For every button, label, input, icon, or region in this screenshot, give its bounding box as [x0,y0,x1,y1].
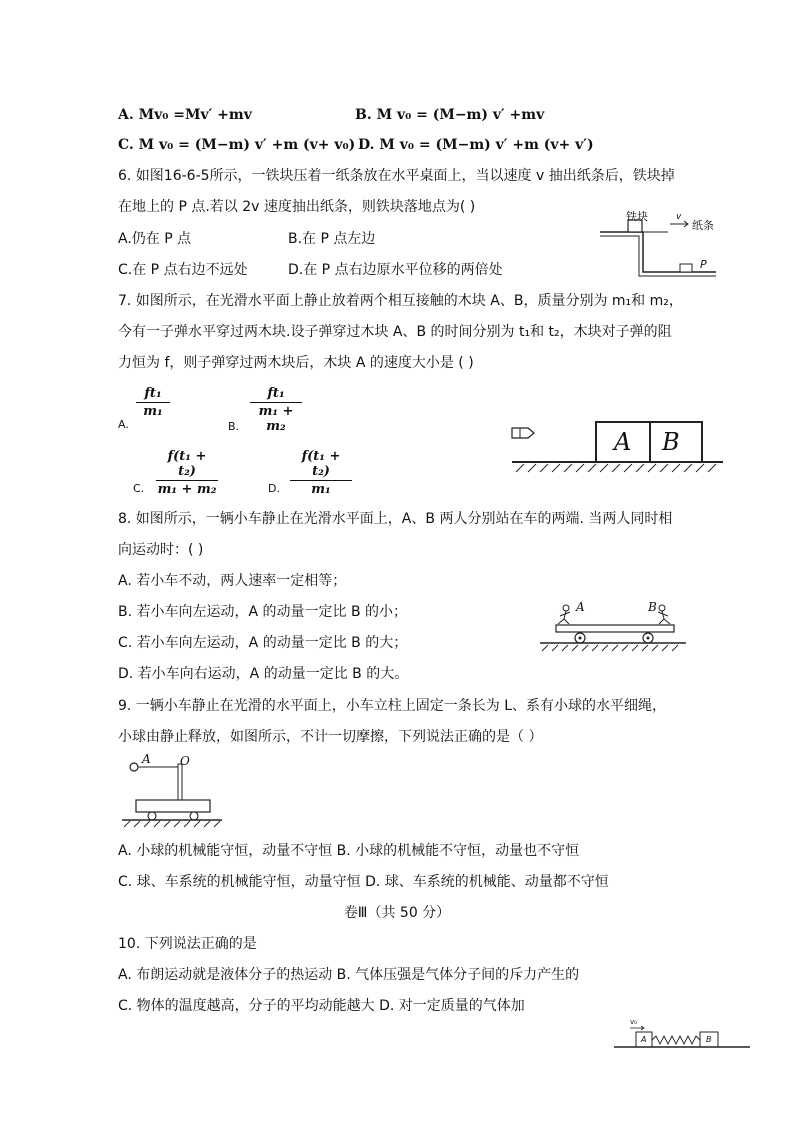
q10-stem: 10. 下列说法正确的是 [118,936,257,952]
q9-options-ab: A. 小球的机械能守恒，动量不守恒 B. 小球的机械能不守恒，动量也不守恒 [118,843,580,859]
q5-option-a: A. Mv₀ =Mv′ +mv [118,107,252,123]
q6-option-d: D.在 P 点右边原水平位移的两倍处 [288,262,503,278]
q7-option-b-numerator: ft₁ [267,386,285,401]
q6-paper-label: 纸条 [692,219,714,232]
q10-figure-drawing [612,1022,752,1052]
q9-point-o-label: O [180,754,190,768]
q7-option-d-label: D. [268,482,280,495]
q7-stem-line2: 今有一子弹水平穿过两木块.设子弹穿过木块 A、B 的时间分别为 t₁和 t₂，木块对子弹的阻 [118,324,672,340]
q7-option-a-numerator: ft₁ [144,386,162,401]
q8-stem-line2: 向运动时：( ) [118,542,204,558]
q5-option-c: C. M v₀ = (M−m) v′ +m (v+ v₀) [118,137,356,153]
q8-person-b-label: B [648,600,657,614]
q7-option-c-denominator: m₁ + m₂ [157,482,217,497]
q9-stem-line1: 9. 一辆小车静止在光滑的水平面上，小车立柱上固定一条长为 L、系有小球的水平细绳， [118,698,667,714]
q6-option-a: A.仍在 P 点 [118,231,192,247]
q8-option-c: C. 若小车向左运动，A 的动量一定比 B 的大； [118,635,408,651]
q7-option-d-numerator: f(t₁ + t₂) [301,449,341,479]
q5-option-b: B. M v₀ = (M−m) v′ +mv [355,107,545,123]
q10-options-cd: C. 物体的温度越高，分子的平均动能越大 D. 对一定质量的气体加 [118,998,525,1014]
q7-option-b-fraction [250,386,302,434]
q7-stem-line1: 7. 如图所示，在光滑水平面上静止放着两个相互接触的木块 A、B，质量分别为 m₁和 m₂， [118,293,683,309]
q6-option-b: B.在 P 点左边 [288,231,376,247]
q7-option-c-fraction [156,449,218,497]
q9-stem-line2: 小球由静止释放，如图所示，不计一切摩擦，下列说法正确的是（ ） [118,729,543,745]
q7-option-b-label: B. [228,420,240,433]
q8-person-a-label: A [576,600,585,614]
q7-block-b-label: B [662,428,680,456]
q10-block-b-label: B [706,1035,712,1044]
q8-option-d: D. 若小车向右运动，A 的动量一定比 B 的大。 [118,666,409,682]
q6-stem-line1: 6. 如图16-6-5所示，一铁块压着一纸条放在水平桌面上，当以速度 v 抽出纸条后，铁块掉 [118,168,675,184]
q10-options-ab: A. 布朗运动就是液体分子的热运动 B. 气体压强是气体分子间的斥力产生的 [118,967,580,983]
q7-option-a-fraction [136,386,170,419]
q6-option-c: C.在 P 点右边不远处 [118,262,248,278]
q10-velocity-label: v₀ [630,1018,637,1026]
q7-stem-line3: 力恒为 f，则子弹穿过两木块后，木块 A 的速度大小是 ( ) [118,355,474,371]
q8-option-b: B. 若小车向左运动，A 的动量一定比 B 的小； [118,604,408,620]
q7-option-d-denominator: m₁ [311,482,331,497]
q7-option-a-denominator: m₁ [143,404,163,419]
q9-point-a-label: A [142,752,151,766]
section-title: 卷Ⅲ（共 50 分） [343,905,451,921]
q10-block-a-label: A [641,1035,647,1044]
q7-option-b-denominator: m₁ + m₂ [258,404,294,434]
q7-block-a-label: A [614,428,632,456]
q8-figure-drawing [538,602,688,654]
q7-option-d-fraction [290,449,352,497]
q6-stem-line2: 在地上的 P 点.若以 2v 速度抽出纸条，则铁块落地点为( ) [118,199,476,215]
q8-stem-line1: 8. 如图所示，一辆小车静止在光滑水平面上，A、B 两人分别站在车的两端. 当两人同时相 [118,511,673,527]
q6-iron-block-label: 铁块 [626,210,648,223]
q8-option-a: A. 若小车不动，两人速率一定相等； [118,573,347,589]
q7-option-c-numerator: f(t₁ + t₂) [167,449,207,479]
q6-point-p-label: P [700,258,707,271]
q9-options-cd: C. 球、车系统的机械能守恒，动量守恒 D. 球、车系统的机械能、动量都不守恒 [118,874,609,890]
q9-figure-drawing [122,752,232,832]
q7-option-c-label: C. [133,482,145,495]
q6-velocity-label: v [676,212,682,222]
q5-option-d: D. M v₀ = (M−m) v′ +m (v+ v′) [358,137,594,153]
q7-option-a-label: A. [118,418,129,431]
